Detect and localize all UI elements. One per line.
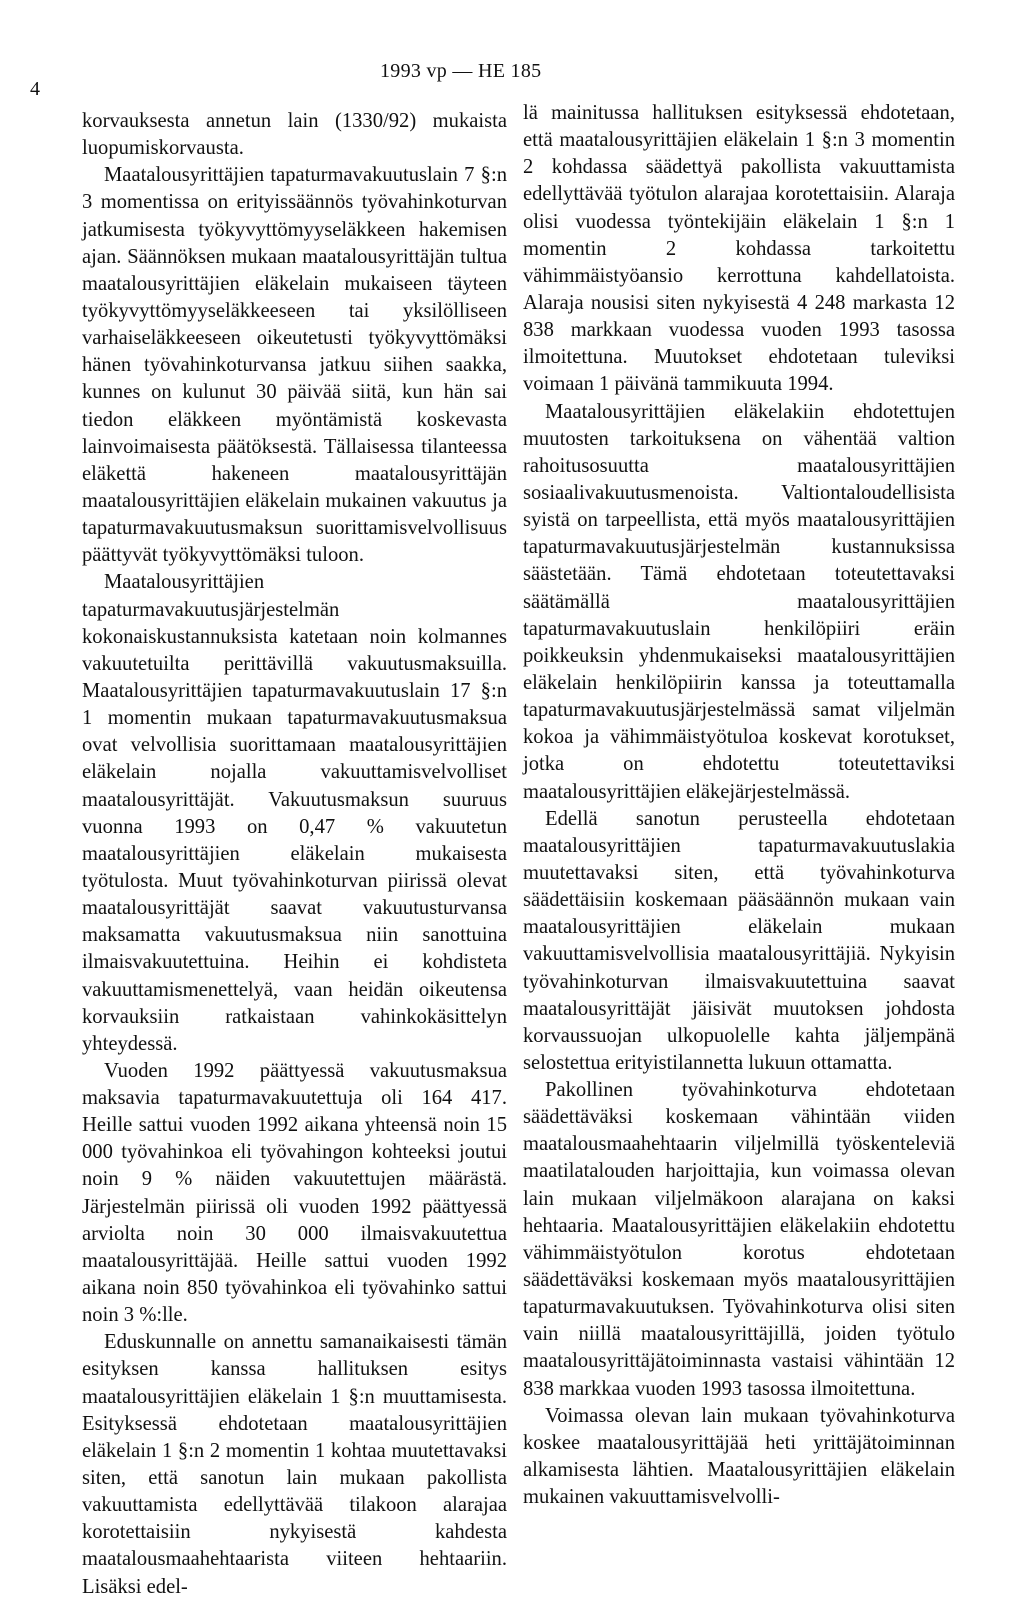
paragraph: Pakollinen työvahinkoturva ehdotetaan säädettäväksi koskemaan vähintään viiden maatalousmaahehtaarin viljelmillä työskenteleviä maatilatalouden harjoittajia, kun voimassa olevan lain mukaan viljelmäkoon alarajana on kaksi hehtaaria. Maatalousyrittäjien eläkelakiin ehdotettu vähimmäistyötulon korotus ehdotetaan säädettäväksi koskemaan myös maatalousyrittäjien tapaturmavakuutuksen. Työvahinkoturva olisi siten vain niillä maatalousyrittäjillä, joiden työtulo maatalousyrittäjätoiminnasta vastaisi vähintään 12 838 markkaa vuoden 1993 tasossa ilmoitettuna. — [523, 1079, 955, 1400]
paragraph: Eduskunnalle on annettu samanaikaisesti tämän esityksen kanssa hallituksen esitys maatalousyrittäjien eläkelain 1 §:n muuttamisesta. Esityksessä ehdotetaan maatalousyrittäjien eläkelain 1 §:n 2 momentin 1 kohtaa muutettavaksi siten, että sanotun lain mukaan pakollista vakuuttamista edellyttävää tilakoon alarajaa korotettaisiin nykyisestä kahdesta maatalousmaahehtaarista viiteen hehtaariin. Lisäksi edel- — [82, 1331, 507, 1598]
paragraph: Vuoden 1992 päättyessä vakuutusmaksua maksavia tapaturmavakuutettuja oli 164 417. Heille sattui vuoden 1992 aikana yhteensä noin 15 000 työvahinkoa eli työvahingon kohteeksi joutui noin 9 % näiden vakuutettujen määrästä. Järjestelmän piirissä oli vuoden 1992 päättyessä arviolta noin 30 000 ilmaisvakuutettua maatalousyrittäjää. Heille sattui vuoden 1992 aikana noin 850 työvahinkoa eli työvahinko sattui noin 3 %:lle. — [82, 1059, 507, 1327]
paragraph: lä mainitussa hallituksen esityksessä ehdotetaan, että maatalousyrittäjien eläkelain 1 §:n 3 momentin 2 kohdassa säädettyä pakollista vakuuttamista edellyttävää työtulon alarajaa korotettaisiin. Alaraja olisi vuodessa työntekijäin eläkelain 1 §:n 1 momentin 2 kohdassa tarkoitettu vähimmäistyöansio kerrottuna kahdellatoista. Alaraja nousisi siten nykyisestä 4 248 markasta 12 838 markkaan vuodessa vuoden 1993 tasossa ilmoitettuna. Muutokset ehdotetaan tuleviksi voimaan 1 päivänä tammikuuta 1994. — [523, 102, 955, 396]
paragraph: Maatalousyrittäjien eläkelakiin ehdotettujen muutosten tarkoituksena on vähentää valtion rahoitusosuutta maatalousyrittäjien sosiaalivakuutusmenoista. Valtiontaloudellisista syistä on tarpeellista, että myös maatalousyrittäjien tapaturmavakuutusjärjestelmän kustannuksissa säästetään. Tämä ehdotetaan toteutettavaksi säätämällä maatalousyrittäjien tapaturmavakuutuslain henkilöpiiri eräin poikkeuksin yhdenmukaiseksi maatalousyrittäjien eläkelain henkilöpiirin kanssa ja toteuttamalla tapaturmavakuutusjärjestelmässä samat viljelmän kokoa ja vähimmäistyötuloa koskevat korotukset, jotka on ehdotettu toteutettaviksi maatalousyrittäjien eläkejärjestelmässä. — [523, 400, 955, 803]
running-header: 1993 vp — HE 185 — [380, 60, 542, 82]
right-column — [523, 100, 955, 1511]
paragraph: Edellä sanotun perusteella ehdotetaan maatalousyrittäjien tapaturmavakuutuslakia muutettavaksi siten, että työvahinkoturva säädettäisiin koskemaan pääsäännön mukaan vain maatalousyrittäjien eläkelain mukaan vakuuttamisvelvollisia maatalousyrittäjiä. Nykyisin työvahinkoturvan ilmaisvakuutettuina saavat maatalousyrittäjät jäisivät muutoksen johdosta korvaussuojan ulkopuolelle kahta jäljempänä selostettua erityistilannetta lukuun ottamatta. — [523, 807, 955, 1074]
paragraph: korvauksesta annetun lain (1330/92) mukaista luopumiskorvausta. — [82, 110, 507, 160]
paragraph: Maatalousyrittäjien tapaturmavakuutusjärjestelmän kokonaiskustannuksista katetaan noin kolmannes vakuutetuilta perittävillä vakuutusmaksuilla. Maatalousyrittäjien tapaturmavakuutuslain 17 §:n 1 momentin mukaan tapaturmavakuutusmaksua ovat velvollisia suorittamaan maatalousyrittäjien eläkelain nojalla vakuuttamisvelvolliset maatalousyrittäjät. Vakuutusmaksun suuruus vuonna 1993 on 0,47 % vakuutetun maatalousyrittäjien eläkelain mukaisesta työtulosta. Muut työvahinkoturvan piirissä olevat maatalousyrittäjät saavat vakuutusturvansa maksamatta vakuutusmaksua niin sanottuina ilmaisvakuutettuina. Heihin ei kohdisteta vakuuttamismenettelyä, vaan heidän oikeutensa korvauksiin ratkaistaan vahinkokäsittelyn yhteydessä. — [82, 571, 507, 1055]
page-number: 4 — [30, 78, 40, 100]
paragraph: Voimassa olevan lain mukaan työvahinkoturva koskee maatalousyrittäjää heti yrittäjätoiminnan alkamisesta lähtien. Maatalousyrittäjien eläkelain mukainen vakuuttamisvelvolli- — [523, 1404, 955, 1509]
paragraph: Maatalousyrittäjien tapaturmavakuutuslain 7 §:n 3 momentissa on erityissäännös työvahinkoturvan jatkumisesta työkyvyttömyyseläkkeen hakemisen ajan. Säännöksen mukaan maatalousyrittäjän tultua maatalousyrittäjien eläkelain mukaiseen täyteen työkyvyttömyyseläkkeeseen tai yksilölliseen varhaiseläkkeeseen oikeutetusti työkyvyttömäksi hänen työvahinkoturvansa jatkuu siihen saakka, kunnes on kulunut 30 päivää siitä, kun hän sai tiedon eläkkeen myöntämistä koskevasta lainvoimaisesta päätöksestä. Tällaisessa tilanteessa eläkettä hakeneen maatalousyrittäjän maatalousyrittäjien eläkelain mukainen vakuutus ja tapaturmavakuutusmaksun suorittamisvelvollisuus päättyvät työkyvyttömäksi tuloon. — [82, 164, 507, 567]
left-column — [82, 108, 507, 1601]
